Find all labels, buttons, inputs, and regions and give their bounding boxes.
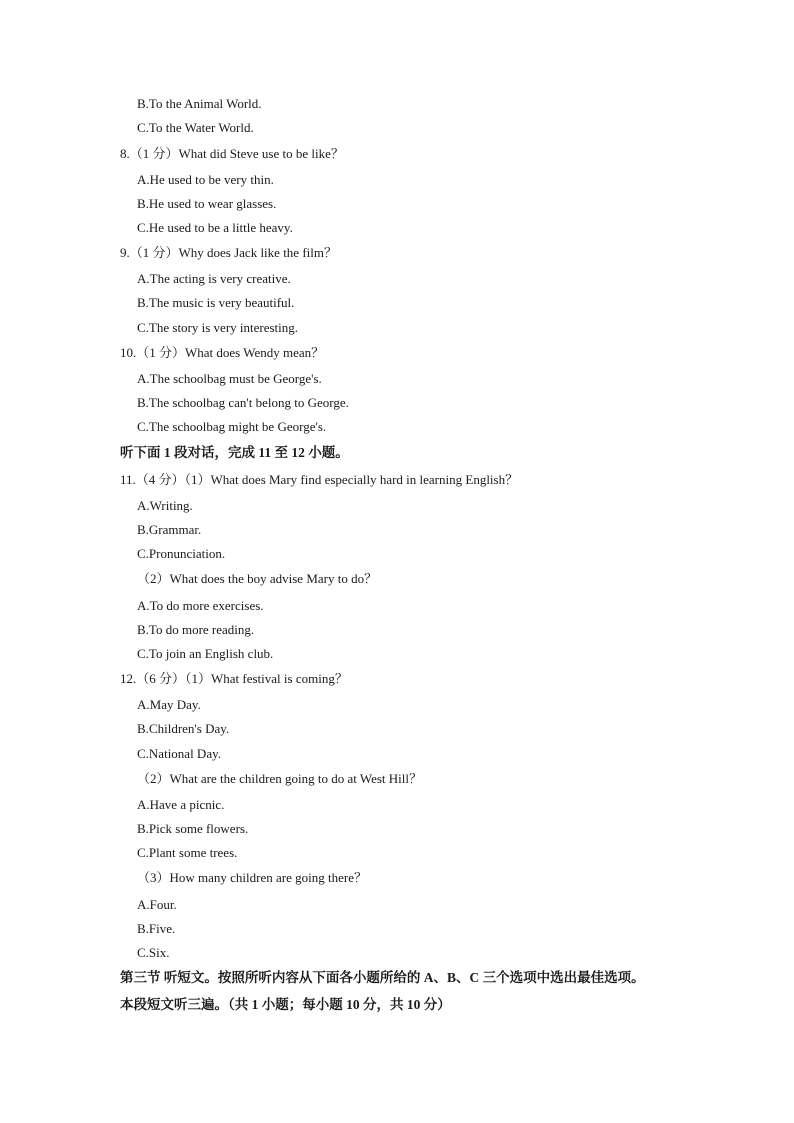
option-11-1a: A.Writing. xyxy=(137,498,193,513)
option-8c: C.He used to be a little heavy. xyxy=(137,220,293,235)
option-9b: B.The music is very beautiful. xyxy=(137,295,295,310)
option-12-1a: A.May Day. xyxy=(137,697,201,712)
option-11-2c: C.To join an English club. xyxy=(137,646,274,661)
option-12-2b: B.Pick some flowers. xyxy=(137,821,249,836)
option-12-1b: B.Children's Day. xyxy=(137,721,230,736)
option-11-1b: B.Grammar. xyxy=(137,522,202,537)
option-9c: C.The story is very interesting. xyxy=(137,320,299,335)
question-12-2: （2）What are the children going to do at West Hill？ xyxy=(137,771,423,786)
option-8a: A.He used to be very thin. xyxy=(137,172,274,187)
section-heading-dialogue: 听下面 1 段对话，完成 11 至 12 小题。 xyxy=(120,445,349,460)
question-8: 8.（1 分）What did Steve use to be like？ xyxy=(120,146,344,161)
question-10: 10.（1 分）What does Wendy mean？ xyxy=(120,345,325,360)
option-10c: C.The schoolbag might be George's. xyxy=(137,419,327,434)
option-11-2a: A.To do more exercises. xyxy=(137,598,264,613)
option-7b: B.To the Animal World. xyxy=(137,96,262,111)
question-12-1: 12.（6 分）（1）What festival is coming？ xyxy=(120,671,348,686)
option-12-3c: C.Six. xyxy=(137,945,170,960)
question-11-1: 11.（4 分）（1）What does Mary find especially hard in learning English？ xyxy=(120,472,519,487)
question-11-2: （2）What does the boy advise Mary to do？ xyxy=(137,571,378,586)
option-10a: A.The schoolbag must be George's. xyxy=(137,371,322,386)
option-12-3a: A.Four. xyxy=(137,897,177,912)
option-11-2b: B.To do more reading. xyxy=(137,622,255,637)
section-heading-passage: 第三节 听短文。按照所听内容从下面各小题所给的 A、B、C 三个选项中选出最佳选项。 xyxy=(120,970,645,985)
section-instructions: 本段短文听三遍。（共 1 小题；每小题 10 分，共 10 分） xyxy=(120,997,451,1012)
option-11-1c: C.Pronunciation. xyxy=(137,546,226,561)
option-10b: B.The schoolbag can't belong to George. xyxy=(137,395,349,410)
question-12-3: （3）How many children are going there？ xyxy=(137,870,367,885)
option-12-2a: A.Have a picnic. xyxy=(137,797,225,812)
option-7c: C.To the Water World. xyxy=(137,120,254,135)
option-12-3b: B.Five. xyxy=(137,921,176,936)
option-8b: B.He used to wear glasses. xyxy=(137,196,277,211)
option-9a: A.The acting is very creative. xyxy=(137,271,291,286)
question-9: 9.（1 分）Why does Jack like the film？ xyxy=(120,245,337,260)
option-12-1c: C.National Day. xyxy=(137,746,221,761)
option-12-2c: C.Plant some trees. xyxy=(137,845,238,860)
